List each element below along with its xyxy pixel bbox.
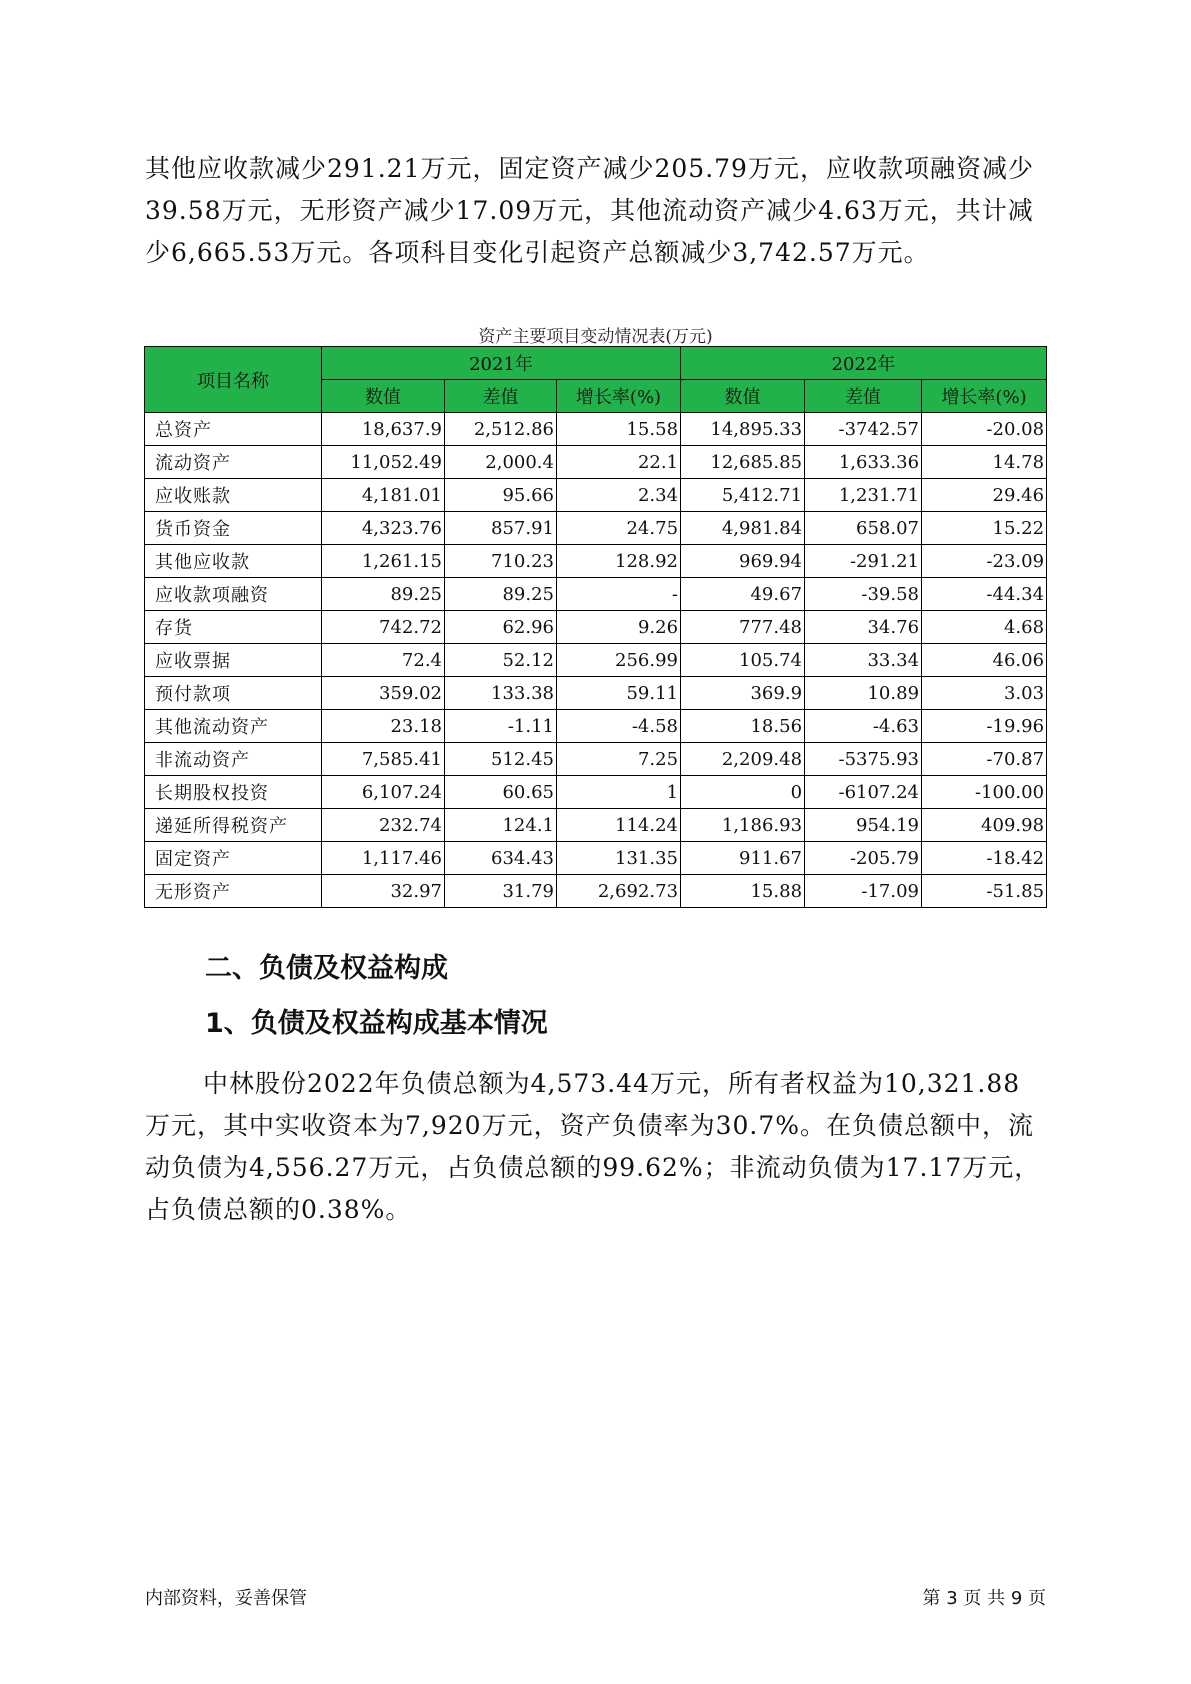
value-2022-cell: 14,895.33: [681, 413, 805, 446]
difference-2021-cell: -1.11: [445, 710, 557, 743]
table-row: [145, 677, 1047, 710]
growth-2022-cell: -51.85: [922, 875, 1047, 908]
table-row: [145, 743, 1047, 776]
growth-2022-cell: -100.00: [922, 776, 1047, 809]
table-row: [145, 413, 1047, 446]
row-name-cell: 货币资金: [145, 512, 322, 545]
growth-2022-cell: 46.06: [922, 644, 1047, 677]
growth-2022-cell: -23.09: [922, 545, 1047, 578]
row-name-cell: 应收票据: [145, 644, 322, 677]
header-difference-2022: 差值: [805, 380, 922, 413]
table-row: [145, 644, 1047, 677]
table-row: [145, 512, 1047, 545]
growth-2022-cell: 29.46: [922, 479, 1047, 512]
difference-2022-cell: 1,633.36: [805, 446, 922, 479]
row-name-cell: 应收账款: [145, 479, 322, 512]
difference-2021-cell: 60.65: [445, 776, 557, 809]
value-2021-cell: 23.18: [322, 710, 445, 743]
difference-2021-cell: 89.25: [445, 578, 557, 611]
difference-2022-cell: 658.07: [805, 512, 922, 545]
value-2021-cell: 1,261.15: [322, 545, 445, 578]
section-heading: 二、负债及权益构成: [205, 953, 448, 984]
table-row: [145, 578, 1047, 611]
difference-2021-cell: 634.43: [445, 842, 557, 875]
table-caption: 资产主要项目变动情况表(万元): [478, 327, 713, 347]
difference-2021-cell: 857.91: [445, 512, 557, 545]
difference-2022-cell: -5375.93: [805, 743, 922, 776]
table-row: [145, 446, 1047, 479]
growth-2021-cell: 24.75: [557, 512, 681, 545]
growth-2021-cell: 59.11: [557, 677, 681, 710]
value-2021-cell: 4,181.01: [322, 479, 445, 512]
header-item-name: 项目名称: [145, 347, 322, 413]
growth-2022-cell: 14.78: [922, 446, 1047, 479]
row-name-cell: 其他应收款: [145, 545, 322, 578]
value-2022-cell: 15.88: [681, 875, 805, 908]
growth-2021-cell: 128.92: [557, 545, 681, 578]
table-row: [145, 875, 1047, 908]
growth-2022-cell: 3.03: [922, 677, 1047, 710]
value-2021-cell: 32.97: [322, 875, 445, 908]
value-2021-cell: 6,107.24: [322, 776, 445, 809]
header-year-2021: 2021年: [322, 347, 681, 380]
difference-2022-cell: -205.79: [805, 842, 922, 875]
difference-2022-cell: 1,231.71: [805, 479, 922, 512]
growth-2021-cell: 9.26: [557, 611, 681, 644]
growth-2021-cell: 2,692.73: [557, 875, 681, 908]
difference-2021-cell: 710.23: [445, 545, 557, 578]
difference-2022-cell: -4.63: [805, 710, 922, 743]
value-2022-cell: 49.67: [681, 578, 805, 611]
value-2022-cell: 2,209.48: [681, 743, 805, 776]
growth-2021-cell: 1: [557, 776, 681, 809]
row-name-cell: 递延所得税资产: [145, 809, 322, 842]
value-2022-cell: 969.94: [681, 545, 805, 578]
header-growth-2021: 增长率(%): [557, 380, 681, 413]
growth-2021-cell: 7.25: [557, 743, 681, 776]
header-year-2022: 2022年: [681, 347, 1047, 380]
asset-change-table: [144, 346, 1047, 908]
difference-2022-cell: -39.58: [805, 578, 922, 611]
value-2021-cell: 359.02: [322, 677, 445, 710]
row-name-cell: 存货: [145, 611, 322, 644]
row-name-cell: 应收款项融资: [145, 578, 322, 611]
value-2022-cell: 369.9: [681, 677, 805, 710]
intro-paragraph: 其他应收款减少291.21万元，固定资产减少205.79万元，应收款项融资减少39.58万元，无形资产减少17.09万元，其他流动资产减少4.63万元，共计减少6,665.53万元。各项科目变化引起资产总额减少3,742.57万元。: [145, 154, 1034, 267]
difference-2021-cell: 133.38: [445, 677, 557, 710]
table-row: [145, 710, 1047, 743]
difference-2021-cell: 124.1: [445, 809, 557, 842]
value-2021-cell: 11,052.49: [322, 446, 445, 479]
table-row: [145, 479, 1047, 512]
row-name-cell: 总资产: [145, 413, 322, 446]
growth-2022-cell: -18.42: [922, 842, 1047, 875]
footer-page-number: 第 3 页 共 9 页: [922, 1588, 1046, 1609]
row-name-cell: 流动资产: [145, 446, 322, 479]
difference-2022-cell: -3742.57: [805, 413, 922, 446]
difference-2022-cell: 34.76: [805, 611, 922, 644]
value-2021-cell: 4,323.76: [322, 512, 445, 545]
difference-2021-cell: 2,000.4: [445, 446, 557, 479]
header-difference-2021: 差值: [445, 380, 557, 413]
row-name-cell: 非流动资产: [145, 743, 322, 776]
difference-2022-cell: -291.21: [805, 545, 922, 578]
difference-2021-cell: 512.45: [445, 743, 557, 776]
difference-2021-cell: 2,512.86: [445, 413, 557, 446]
row-name-cell: 固定资产: [145, 842, 322, 875]
difference-2022-cell: -6107.24: [805, 776, 922, 809]
growth-2022-cell: 4.68: [922, 611, 1047, 644]
difference-2021-cell: 62.96: [445, 611, 557, 644]
growth-2021-cell: 114.24: [557, 809, 681, 842]
row-name-cell: 长期股权投资: [145, 776, 322, 809]
body-paragraph: 中林股份2022年负债总额为4,573.44万元，所有者权益为10,321.88万元，其中实收资本为7,920万元，资产负债率为30.7%。在负债总额中，流动负债为4,556.27万元，占负债总额的99.62%；非流动负债为17.17万元，占负债总额的0.38%。: [145, 1069, 1041, 1224]
value-2021-cell: 89.25: [322, 578, 445, 611]
value-2022-cell: 105.74: [681, 644, 805, 677]
row-name-cell: 预付款项: [145, 677, 322, 710]
table-row: [145, 842, 1047, 875]
row-name-cell: 其他流动资产: [145, 710, 322, 743]
growth-2021-cell: 15.58: [557, 413, 681, 446]
value-2022-cell: 777.48: [681, 611, 805, 644]
difference-2022-cell: 10.89: [805, 677, 922, 710]
difference-2021-cell: 31.79: [445, 875, 557, 908]
value-2022-cell: 911.67: [681, 842, 805, 875]
header-value-2021: 数值: [322, 380, 445, 413]
value-2021-cell: 1,117.46: [322, 842, 445, 875]
growth-2021-cell: 22.1: [557, 446, 681, 479]
difference-2021-cell: 52.12: [445, 644, 557, 677]
value-2021-cell: 742.72: [322, 611, 445, 644]
table-row: [145, 809, 1047, 842]
value-2022-cell: 1,186.93: [681, 809, 805, 842]
value-2021-cell: 7,585.41: [322, 743, 445, 776]
table-body: [145, 413, 1047, 908]
subsection-heading: 1、负债及权益构成基本情况: [205, 1008, 548, 1039]
header-value-2022: 数值: [681, 380, 805, 413]
row-name-cell: 无形资产: [145, 875, 322, 908]
value-2022-cell: 4,981.84: [681, 512, 805, 545]
value-2021-cell: 232.74: [322, 809, 445, 842]
difference-2022-cell: 33.34: [805, 644, 922, 677]
footer-confidential-note: 内部资料，妥善保管: [145, 1588, 307, 1609]
growth-2021-cell: 2.34: [557, 479, 681, 512]
value-2022-cell: 18.56: [681, 710, 805, 743]
difference-2022-cell: 954.19: [805, 809, 922, 842]
growth-2021-cell: 131.35: [557, 842, 681, 875]
growth-2021-cell: 256.99: [557, 644, 681, 677]
growth-2021-cell: -4.58: [557, 710, 681, 743]
table-row: [145, 776, 1047, 809]
growth-2022-cell: -19.96: [922, 710, 1047, 743]
value-2022-cell: 5,412.71: [681, 479, 805, 512]
growth-2022-cell: 409.98: [922, 809, 1047, 842]
value-2022-cell: 0: [681, 776, 805, 809]
difference-2021-cell: 95.66: [445, 479, 557, 512]
table-row: [145, 545, 1047, 578]
table-row: [145, 611, 1047, 644]
growth-2022-cell: -20.08: [922, 413, 1047, 446]
value-2021-cell: 18,637.9: [322, 413, 445, 446]
value-2021-cell: 72.4: [322, 644, 445, 677]
value-2022-cell: 12,685.85: [681, 446, 805, 479]
difference-2022-cell: -17.09: [805, 875, 922, 908]
growth-2022-cell: -44.34: [922, 578, 1047, 611]
growth-2022-cell: 15.22: [922, 512, 1047, 545]
growth-2021-cell: -: [557, 578, 681, 611]
header-growth-2022: 增长率(%): [922, 380, 1047, 413]
growth-2022-cell: -70.87: [922, 743, 1047, 776]
